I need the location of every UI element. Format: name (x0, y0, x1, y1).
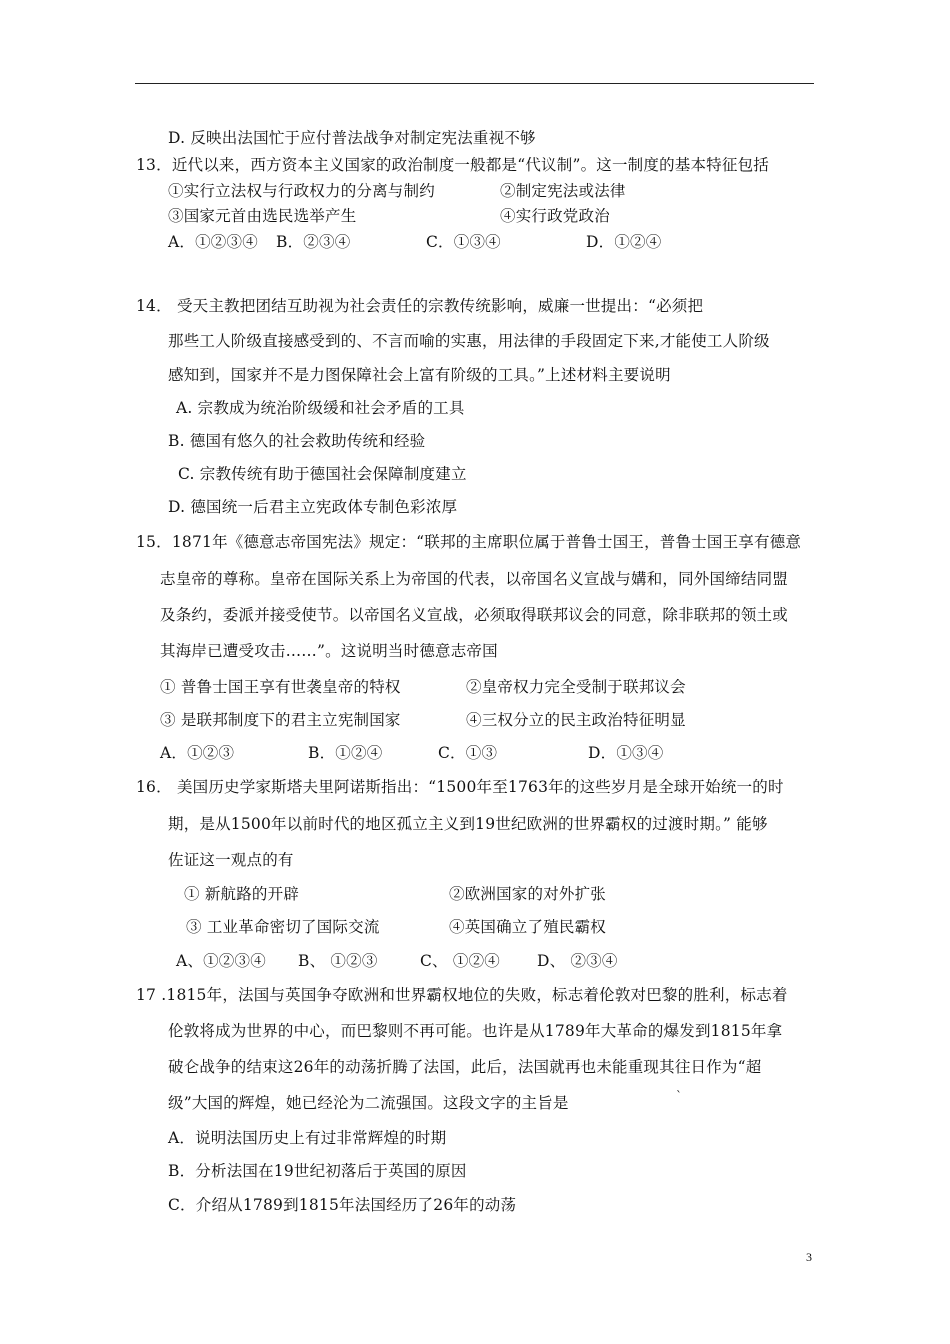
q15-stem-line4: 其海岸已遭受攻击……”。这说明当时德意志帝国 (160, 642, 498, 660)
q15-option-c: C．①③ (438, 744, 498, 762)
q13-stem: 13．近代以来，西方资本主义国家的政治制度一般都是“代议制”。这一制度的基本特征包括 (136, 156, 769, 174)
q16-option-c: C、 ①②④ (420, 952, 500, 970)
q16-option-d: D、 ②③④ (537, 952, 618, 970)
q13-option-a: A．①②③④ (168, 233, 258, 251)
q17-stem-line2: 伦敦将成为世界的中心，而巴黎则不再可能。也许是从1789年大革命的爆发到1815年拿 (168, 1022, 783, 1040)
q16-option-a: A、①②③④ (176, 952, 266, 970)
q17-stem-line4: 级”大国的辉煌，她已经沦为二流强国。这段文字的主旨是 (168, 1094, 569, 1112)
q17-option-a: A．说明法国历史上有过非常辉煌的时期 (168, 1129, 447, 1147)
q17-stem-line3: 破仑战争的结束这26年的动荡折腾了法国，此后，法国就再也未能重现其往日作为“超 (168, 1058, 762, 1076)
q14-stem-line3: 感知到，国家并不是力图保障社会上富有阶级的工具。”上述材料主要说明 (168, 366, 671, 384)
q16-statement-2: ②欧洲国家的对外扩张 (449, 885, 607, 903)
q14-option-a: A. 宗教成为统治阶级缓和社会矛盾的工具 (176, 399, 465, 417)
q15-option-a: A．①②③ (160, 744, 235, 762)
q17-stem-line1: 17 .1815年，法国与英国争夺欧洲和世界霸权地位的失败，标志着伦敦对巴黎的胜利，标志着 (136, 986, 788, 1004)
q17-option-b: B．分析法国在19世纪初落后于英国的原因 (168, 1162, 467, 1180)
q16-statements-row1 (184, 884, 814, 904)
q14-stem-line2: 那些工人阶级直接感受到的、不言而喻的实惠，用法律的手段固定下来,才能使工人阶级 (168, 332, 770, 350)
q13-statements-row2 (168, 206, 818, 226)
q13-statements-row1 (168, 181, 818, 201)
q16-statement-3: ③ 工业革命密切了国际交流 (186, 918, 380, 936)
q16-option-b: B、 ①②③ (298, 952, 378, 970)
q13-statement-1: ①实行立法权与行政权力的分离与制约 (168, 182, 435, 200)
q14-option-d: D. 德国统一后君主立宪政体专制色彩浓厚 (168, 498, 458, 516)
q15-statement-1: ① 普鲁士国王享有世袭皇帝的特权 (160, 678, 401, 696)
q14-stem-line1: 14． 受天主教把团结互助视为社会责任的宗教传统影响，威廉一世提出：“必须把 (136, 297, 704, 315)
q16-statement-4: ④英国确立了殖民霸权 (449, 918, 607, 936)
q13-statement-4: ④实行政党政治 (500, 207, 610, 225)
header-rule (135, 83, 814, 84)
q13-options (168, 232, 818, 252)
q16-options (176, 951, 816, 971)
q16-stem-line2: 期，是从1500年以前时代的地区孤立主义到19世纪欧洲的世界霸权的过渡时期。” 能够 (168, 815, 768, 833)
q16-stem-line1: 16． 美国历史学家斯塔夫里阿诺斯指出：“1500年至1763年的这些岁月是全球开始统一的时 (136, 778, 784, 796)
q13-option-c: C．①③④ (426, 233, 501, 251)
q14-option-b: B. 德国有悠久的社会救助传统和经验 (168, 432, 426, 450)
q12-option-d: D. 反映出法国忙于应付普法战争对制定宪法重视不够 (168, 129, 536, 147)
q15-option-b: B．①②④ (308, 744, 383, 762)
q13-statement-2: ②制定宪法或法律 (500, 182, 626, 200)
q15-statements-row2 (160, 710, 810, 730)
q16-stem-line3: 佐证这一观点的有 (168, 851, 294, 869)
page-number: 3 (806, 1250, 812, 1264)
q15-stem-line1: 15．1871年《德意志帝国宪法》规定：“联邦的主席职位属于普鲁士国王，普鲁士国王享有德意 (136, 533, 802, 551)
q15-statement-4: ④三权分立的民主政治特征明显 (466, 711, 686, 729)
q15-statement-3: ③ 是联邦制度下的君主立宪制国家 (160, 711, 401, 729)
q15-options (160, 743, 810, 763)
q16-statement-1: ① 新航路的开辟 (184, 885, 300, 903)
q17-stray-mark: ` (676, 1089, 683, 1103)
q15-statements-row1 (160, 677, 810, 697)
q13-option-b: B．②③④ (276, 233, 351, 251)
q13-statement-3: ③国家元首由选民选举产生 (168, 207, 357, 225)
q16-statements-row2 (186, 917, 816, 937)
q15-option-d: D．①③④ (588, 744, 664, 762)
q17-option-c: C．介绍从1789到1815年法国经历了26年的动荡 (168, 1196, 517, 1214)
q13-option-d: D．①②④ (586, 233, 662, 251)
q14-option-c: C. 宗教传统有助于德国社会保障制度建立 (178, 465, 467, 483)
q15-statement-2: ②皇帝权力完全受制于联邦议会 (466, 678, 686, 696)
q15-stem-line3: 及条约，委派并接受使节。以帝国名义宣战，必须取得联邦议会的同意，除非联邦的领土或 (160, 606, 789, 624)
q15-stem-line2: 志皇帝的尊称。皇帝在国际关系上为帝国的代表，以帝国名义宣战与媾和，同外国缔结同盟 (160, 570, 789, 588)
